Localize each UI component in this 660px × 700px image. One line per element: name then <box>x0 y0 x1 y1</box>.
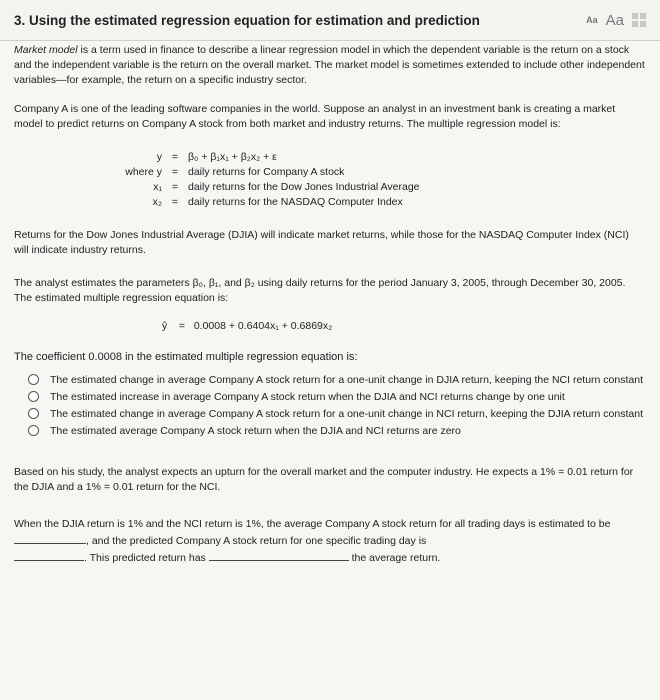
model-lhs: x₂ <box>152 196 162 208</box>
model-rhs: daily returns for the Dow Jones Industrial Average <box>188 181 420 193</box>
final-text-1: When the DJIA return is 1% and the NCI return is 1%, the average Company A stock return for all trading days is estimated to be <box>14 518 611 530</box>
regression-model <box>98 150 424 210</box>
radio-button[interactable] <box>28 374 39 385</box>
radio-button[interactable] <box>28 425 39 436</box>
model-row <box>98 180 424 195</box>
option-text: The estimated change in average Company A stock return for a one-unit change in NCI return, keeping the DJIA return constant <box>50 408 644 420</box>
model-op: = <box>171 181 179 193</box>
final-text-2: , and the predicted Company A stock return for one specific trading day is <box>86 535 427 547</box>
model-lhs: x₁ <box>153 181 162 193</box>
estimated-lhs: ŷ <box>162 320 168 332</box>
final-text-4: the average return. <box>348 552 441 564</box>
question-title: 3. Using the estimated regression equation for estimation and prediction <box>14 12 480 28</box>
answer-options <box>28 373 646 439</box>
intro-paragraph <box>14 43 646 88</box>
question-header <box>0 0 660 41</box>
estimated-rhs: 0.0008 + 0.6404x₁ + 0.6869x₂ <box>193 320 333 332</box>
answer-option[interactable] <box>28 407 646 422</box>
returns-paragraph: Returns for the Dow Jones Industrial Average (DJIA) will indicate market returns, while those for the NASDAQ Computer Index (NCI) will indicate industry returns. <box>14 229 629 256</box>
estimated-equation <box>162 320 646 332</box>
company-paragraph: Company A is one of the leading software companies in the world. Suppose an analyst in an investment bank is creating a market model to predict returns on Company A stock from both market and industry returns. The multiple regression model is: <box>14 103 616 130</box>
final-paragraph <box>14 517 646 566</box>
option-text: The estimated increase in average Company A stock return when the DJIA and NCI returns change by one unit <box>50 391 565 403</box>
increase-text-size-button[interactable]: Aa <box>605 11 624 29</box>
grid-icon[interactable] <box>632 13 646 27</box>
option-text: The estimated change in average Company A stock return for a one-unit change in DJIA return, keeping the NCI return constant <box>50 374 644 386</box>
answer-option[interactable] <box>28 424 646 439</box>
radio-button[interactable] <box>28 408 39 419</box>
estimated-average-return-blank[interactable] <box>14 532 86 544</box>
model-lhs: where y <box>125 166 162 178</box>
model-rhs: daily returns for Company A stock <box>188 166 345 178</box>
answer-option[interactable] <box>28 373 646 388</box>
estimate-paragraph: The analyst estimates the parameters β₀, β₁, and β₂ using daily returns for the period January 3, 2005, through December 30, 2005. The estimated multiple regression equation is: <box>14 277 626 304</box>
predicted-return-blank[interactable] <box>14 549 84 561</box>
model-lhs: y <box>156 151 162 163</box>
model-row <box>98 195 424 210</box>
model-op: = <box>171 166 179 178</box>
model-rhs: β₀ + β₁x₁ + β₂x₂ + ε <box>188 151 277 163</box>
decrease-text-size-button[interactable]: Aa <box>586 15 598 25</box>
model-row <box>98 165 424 180</box>
estimated-op: = <box>178 320 186 332</box>
answer-option[interactable] <box>28 390 646 405</box>
final-text-3: . This predicted return has <box>84 552 209 564</box>
model-rhs: daily returns for the NASDAQ Computer Index <box>188 196 403 208</box>
model-op: = <box>171 151 179 163</box>
question-prompt: The coefficient 0.0008 in the estimated multiple regression equation is: <box>14 351 358 363</box>
option-text: The estimated average Company A stock return when the DJIA and NCI returns are zero <box>50 425 461 437</box>
text-size-tools <box>586 12 646 29</box>
intro-term: Market model <box>14 44 78 56</box>
intro-text: is a term used in finance to describe a linear regression model in which the dependent variable is the return on a stock and the independent variable is the return on the overall market. The market model is sometimes extended to include other independent variables—for example, the return on a specific industry sector. <box>14 44 645 86</box>
model-row <box>98 150 424 165</box>
model-op: = <box>171 196 179 208</box>
comparison-blank[interactable] <box>209 549 349 561</box>
radio-button[interactable] <box>28 391 39 402</box>
question-content <box>0 43 660 566</box>
based-paragraph: Based on his study, the analyst expects an upturn for the overall market and the computer industry. He expects a 1% = 0.01 return for the DJIA and a 1% = 0.01 return for the NCI. <box>14 466 634 493</box>
